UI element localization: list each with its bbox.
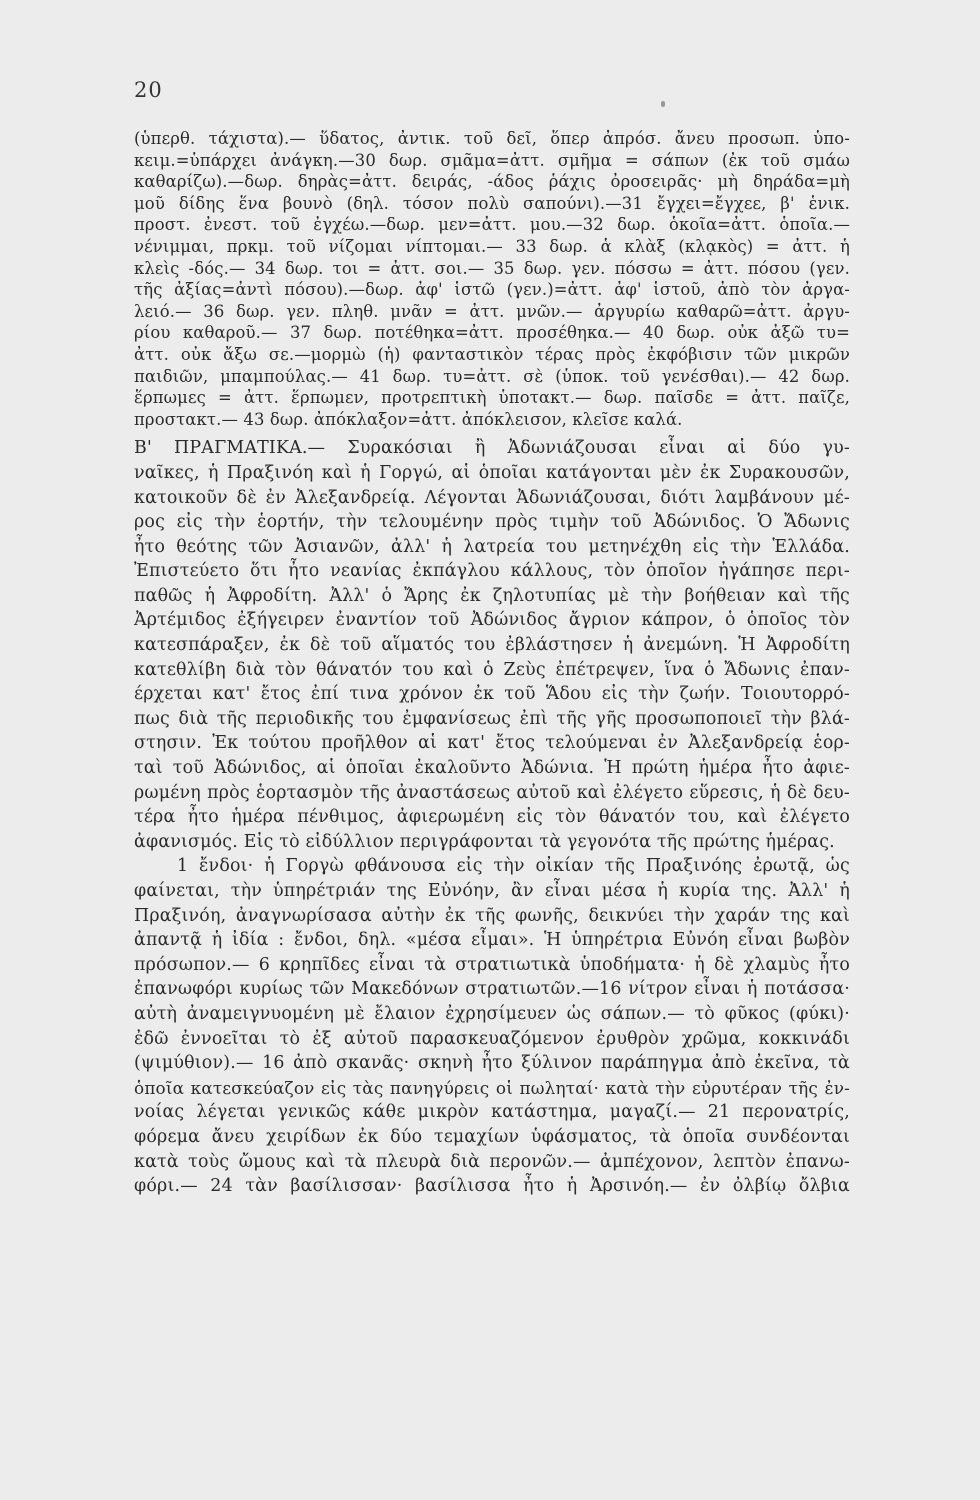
body-line: ἦτο θεότης τῶν Ἀσιανῶν, ἀλλ' ἡ λατρεία του μετηνέχθη εἰς τὴν Ἑλλάδα. — [134, 536, 850, 557]
body-line: έρχεται κατ' ἔτος ἐπί τινα χρόνον ἐκ τοῦ Ἅδου εἰς τὴν ζωήν. Τοιουτορρό- — [134, 684, 850, 705]
notes-line: ρίου καθαροῦ.— 37 δωρ. ποτέθηκα=ἀττ. προσέθηκα.— 40 δωρ. οὐκ ἀξῶ τυ= — [134, 323, 850, 343]
notes-line: καθαρίζω).—δωρ. δηρὰς=ἀττ. δειράς, -άδος ῥάχις ὀροσειρᾶς· μὴ δηράδα=μὴ — [134, 172, 850, 192]
notes-line: κειμ.=ὑπάρχει ἀνάγκη.—30 δωρ. σμᾶμα=ἀττ. σμῆμα = σάπων (ἐκ τοῦ σμάω — [134, 150, 850, 170]
commentary-line: 1 ἔνδοι· ἡ Γοργὼ φθάνουσα εἰς τὴν οἰκίαν τῆς Πραξινόης ἐρωτᾷ, ὡς — [134, 856, 850, 877]
body-line: κατεθλίβη διὰ τὸν θάνατόν του καὶ ὁ Ζεὺς ἐπέτρεψεν, ἵνα ὁ Ἄδωνις ἐπαν- — [134, 659, 850, 680]
commentary-line: αὐτὴ ἀναμειγνυομένη μὲ ἔλαιον ἐχρησίμευεν ὡς σάπων.— τὸ φῦκος (φύκι)· — [134, 1003, 850, 1024]
commentary-line: φόρι.— 24 τὰν βασίλισσαν· βασίλισσα ἦτο ἡ Ἀρσινόη.— ἐν ὀλβίῳ ὄλβια — [134, 1176, 850, 1197]
commentary-line: κατὰ τοὺς ὤμους καὶ τὰ πλευρὰ διὰ περονῶν.— ἀμπέχονον, λεπτὸν ἐπανω- — [134, 1151, 850, 1172]
page-number: 20 — [134, 78, 163, 102]
body-line: ἀφανισμός. Εἰς τὸ εἰδύλλιον περιγράφονται τὰ γεγονότα τῆς πρώτης ἡμέρας. — [134, 831, 835, 852]
notes-line: προστ. ἐνεστ. τοῦ ἐγχέω.—δωρ. μεν=ἀττ. μου.—32 δωρ. ὁκοῖα=ἀττ. ὁποῖα.— — [134, 215, 850, 235]
commentary-line: ἐπανωφόρι κυρίως τῶν Μακεδόνων στρατιωτῶν.—16 νίτρον εἶναι ἡ ποτάσσα· — [134, 979, 850, 1000]
body-line: ναῖκες, ἡ Πραξινόη καὶ ἡ Γοργώ, αἱ ὁποῖαι κατάγονται μὲν ἐκ Συρακουσῶν, — [134, 462, 850, 483]
notes-line: μοῦ δίδης ἕνα βουνὸ (δηλ. τόσον πολὺ σαπούνι).—31 ἔγχει=ἔγχεε, β' ἑνικ. — [134, 193, 850, 213]
body-line: πως διὰ τῆς περιοδικῆς του ἐμφανίσεως ἐπὶ τῆς γῆς προσωποποιεῖ τὴν βλά- — [134, 708, 850, 729]
notes-line: λειό.— 36 δωρ. γεν. πληθ. μνᾶν = ἀττ. μνῶν.— ἀργυρίω καθαρῶ=ἀττ. ἀργυ- — [134, 301, 850, 321]
notes-line: ἕρπωμες = ἀττ. ἕρπωμεν, προτρεπτικὴ ὑποτακτ.— δωρ. παῖσδε = ἀττ. παῖζε, — [134, 388, 850, 408]
text-block — [134, 128, 850, 1199]
body-line: Ἐπιστεύετο ὅτι ἦτο νεανίας ἐκπάγλου κάλλους, τὸν ὁποῖον ἠγάπησε περι- — [134, 561, 850, 582]
body-line: Ἀρτέμιδος ἐξήγειρεν ἐναντίον τοῦ Ἀδώνιδος ἄγριον κάπρον, ὁ ὁποῖος τὸν — [134, 610, 850, 631]
commentary-line: νοίας λέγεται γενικῶς κάθε μικρὸν κατάστημα, μαγαζί.— 21 περονατρίς, — [134, 1102, 850, 1123]
notes-line: κλεὶς -δός.— 34 δωρ. τοι = ἀττ. σοι.— 35 δωρ. γεν. πόσσω = ἀττ. πόσου (γεν. — [134, 258, 850, 278]
commentary-line: φαίνεται, τὴν ὑπηρέτριάν της Εὐνόην, ἂν εἶναι μέσα ἡ κυρία της. Ἀλλ' ἡ — [134, 881, 850, 901]
notes-line: τῆς ἀξίας=ἀντὶ πόσου).—δωρ. ἀφ' ἱστῶ (γεν.)=ἀττ. ἀφ' ἱστοῦ, ἀπὸ τὸν ἀργα- — [134, 280, 850, 300]
commentary-line: ἀπαντᾷ ἡ ἰδία : ἔνδοι, δηλ. «μέσα εἶμαι». Ἡ ὑπηρέτρια Εὐνόη εἶναι βωβὸν — [134, 930, 850, 951]
commentary-line: ἐδῶ ἐννοεῖται τὸ ἐξ αὐτοῦ παρασκευαζόμενον ἐρυθρὸν χρῶμα, κοκκινάδι — [134, 1028, 850, 1049]
notes-line: (ὑπερθ. τάχιστα).— ὕδατος, ἀντικ. τοῦ δεῖ, ὅπερ ἀπρόσ. ἄνευ προσωπ. ὑπο- — [134, 129, 850, 148]
commentary-line: (ψιμύθιον).— 16 ἀπὸ σκανᾶς· σκηνὴ ἦτο ξύλινον παράπηγμα ἀπὸ ἐκεῖνα, τὰ — [134, 1053, 850, 1074]
notes-line: προστακτ.— 43 δωρ. ἀπόκλαξον=ἀττ. ἀπόκλεισον, κλεῖσε καλά. — [134, 409, 683, 429]
notes-line: νένιμμαι, πρκμ. τοῦ νίζομαι νίπτομαι.— 33 δωρ. ἁ κλὰξ (κλᾳκὸς) = ἀττ. ἡ — [134, 236, 850, 256]
commentary-line: πρόσωπον.— 6 κρηπῖδες εἶναι τὰ στρατιωτικὰ ὑποδήματα· ἡ δὲ χλαμὺς ἦτο — [134, 954, 850, 975]
commentary-line: Πραξινόη, ἀναγνωρίσασα αὐτὴν ἐκ τῆς φωνῆς, δεικνύει τὴν χαράν της καὶ — [134, 905, 850, 926]
commentary-line: φόρεμα ἄνευ χειρίδων ἐκ δύο τεμαχίων ὑφάσματος, τὰ ὁποῖα συνδέονται — [134, 1126, 850, 1147]
print-speck — [661, 101, 665, 107]
body-line: τέρα ἦτο ἡμέρα πένθιμος, ἀφιερωμένη εἰς τὸν θάνατόν του, καὶ ἐλέγετο — [134, 807, 850, 828]
section-heading-line: Β' ΠΡΑΓΜΑΤΙΚΑ.— Συρακόσιαι ἢ Ἀδωνιάζουσαι εἶναι αἱ δύο γυ- — [134, 438, 850, 459]
body-line: κατοικοῦν δὲ ἐν Ἀλεξανδρείᾳ. Λέγονται Ἀδωνιάζουσαι, διότι λαμβάνουν μέ- — [134, 487, 850, 508]
body-line: κατεσπάραξεν, ἐκ δὲ τοῦ αἵματός του ἐβλάστησεν ἡ ἀνεμώνη. Ἡ Ἀφροδίτη — [134, 635, 850, 656]
body-line: ρος εἰς τὴν ἑορτήν, τὴν τελουμένην πρὸς τιμὴν τοῦ Ἀδώνιδος. Ὁ Ἄδωνις — [134, 512, 850, 533]
body-line: στησιν. Ἐκ τούτου προῆλθον αἱ κατ' ἔτος τελούμεναι ἐν Ἀλεξανδρείᾳ ἑορ- — [134, 733, 850, 754]
notes-line: παιδιῶν, μπαμπούλας.— 41 δωρ. τυ=ἀττ. σὲ (ὑποκ. τοῦ γενέσθαι).— 42 δωρ. — [134, 366, 850, 386]
body-line: ρωμένη πρὸς ἑορτασμὸν τῆς ἀναστάσεως αὐτοῦ καὶ ἐλέγετο εὕρεσις, ἡ δὲ δευ- — [134, 782, 850, 803]
notes-line: ἀττ. οὐκ ἄξω σε.—μορμὼ (ἡ) φανταστικὸν τέρας πρὸς ἐκφόβισιν τῶν μικρῶν — [134, 344, 850, 364]
pragmatika-section — [134, 436, 850, 1198]
commentary-line: ὁποῖα κατεσκεύαζον εἰς τὰς πανηγύρεις οἱ πωληταί· κατὰ τὴν εὐρυτέραν τῆς ἐν- — [134, 1077, 850, 1098]
notes-section — [134, 128, 850, 430]
body-line: ταὶ τοῦ Ἀδώνιδος, αἱ ὁποῖαι ἐκαλοῦντο Ἀδώνια. Ἡ πρώτη ἡμέρα ἦτο ἀφιε- — [134, 758, 850, 779]
body-line: παθῶς ἡ Ἀφροδίτη. Ἀλλ' ὁ Ἄρης ἐκ ζηλοτυπίας μὲ τὴν βοήθειαν καὶ τῆς — [134, 585, 850, 606]
